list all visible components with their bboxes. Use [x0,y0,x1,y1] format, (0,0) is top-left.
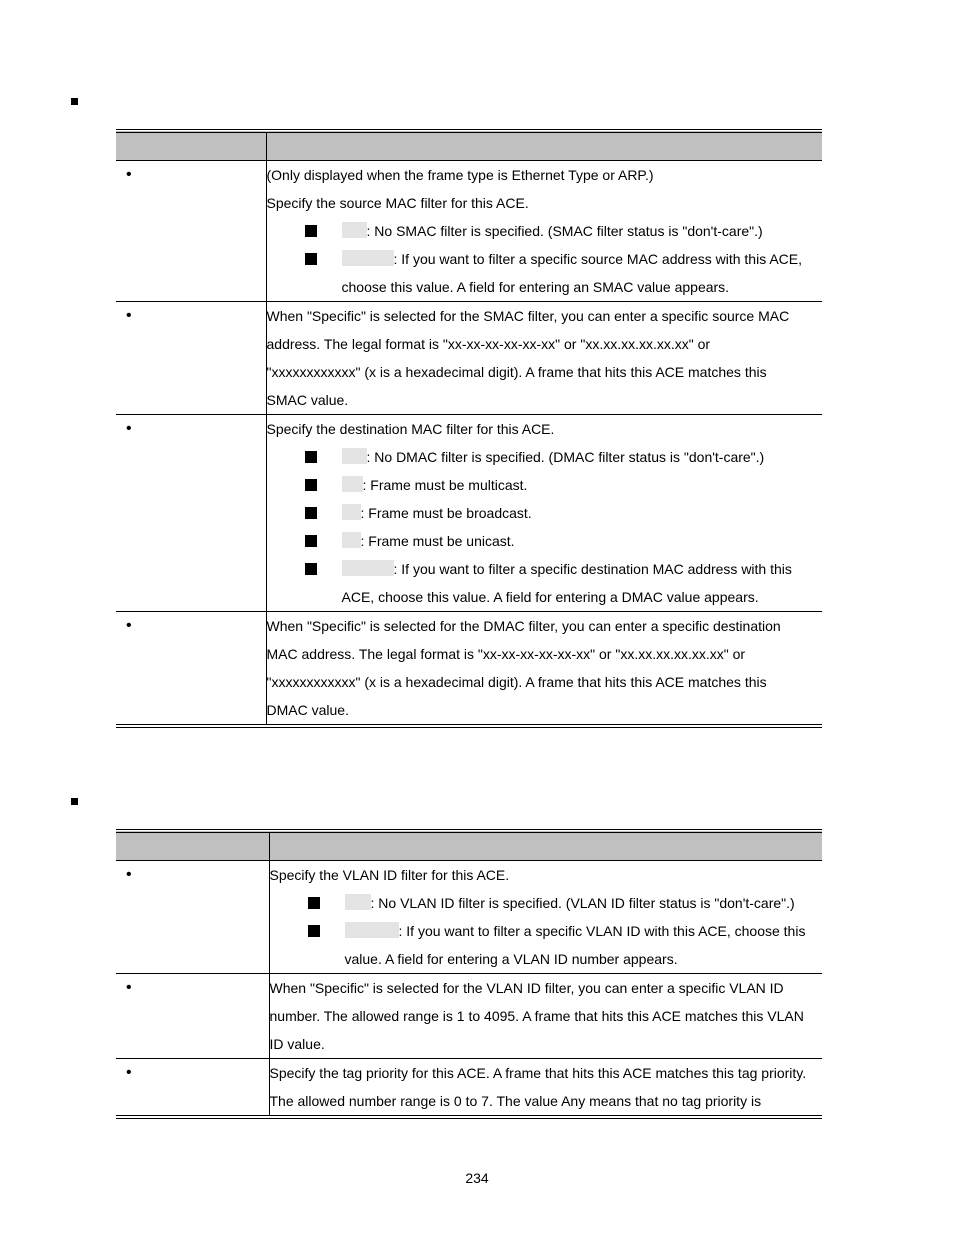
table-row [116,861,822,974]
option-continuation: ACE, choose this value. A field for entering a DMAC value appears. [341,589,759,605]
option-value-placeholder [345,894,371,910]
square-bullet-icon [305,479,317,491]
header-description-cell [269,831,822,861]
square-bullet-icon [308,925,320,937]
option-continuation: choose this value. A field for entering an SMAC value appears. [341,279,730,295]
option-value-placeholder [342,504,361,520]
bullet-dot: • [126,420,132,437]
table-row [116,161,822,302]
option-item [270,889,823,917]
desc-line: Specify the source MAC filter for this ACE. [266,195,529,211]
desc-line: ID value. [269,1036,325,1052]
square-bullet-icon [305,451,317,463]
square-bullet-icon [308,897,320,909]
option-item [267,443,823,471]
header-object-cell [116,131,266,161]
option-text: : If you want to filter a specific source MAC address with this ACE, [393,251,802,267]
table-header [116,831,822,861]
option-item [267,245,823,301]
header-object-cell [116,831,269,861]
desc-line: number. The allowed range is 1 to 4095. A frame that hits this ACE matches this VLAN [269,1008,804,1024]
option-item [267,555,823,611]
option-text: : Frame must be multicast. [362,477,528,493]
bullet-dot: • [126,1064,132,1081]
option-item [267,217,823,245]
square-bullet-icon [305,507,317,519]
option-value-placeholder [345,922,399,938]
desc-line: "xxxxxxxxxxxx" (x is a hexadecimal digit). A frame that hits this ACE matches this [266,364,767,380]
square-bullet-icon [305,563,317,575]
option-text: : If you want to filter a specific VLAN ID with this ACE, choose this [398,923,806,939]
option-value-placeholder [342,222,367,238]
section-bullet [71,98,78,105]
vlan-filter-table [116,829,822,1119]
desc-line: "xxxxxxxxxxxx" (x is a hexadecimal digit). A frame that hits this ACE matches this [266,674,767,690]
option-text: : No SMAC filter is specified. (SMAC filter status is "don't-care".) [366,223,763,239]
bullet-dot: • [126,307,132,324]
table-row [116,415,822,612]
desc-line: Specify the VLAN ID filter for this ACE. [269,867,510,883]
option-text: : Frame must be broadcast. [360,505,532,521]
square-bullet-icon [305,253,317,265]
bullet-dot: • [126,166,132,183]
page-number: 234 [465,1170,489,1186]
desc-line: DMAC value. [266,702,349,718]
section-bullet [71,798,78,805]
option-text: : If you want to filter a specific destination MAC address with this [393,561,792,577]
table-row [116,302,822,415]
option-item [267,527,823,555]
desc-line: Specify the tag priority for this ACE. A frame that hits this ACE matches this tag priority. [269,1065,807,1081]
option-item [267,471,823,499]
mac-filter-table [116,129,822,728]
option-text: : No VLAN ID filter is specified. (VLAN ID filter status is "don't-care".) [370,895,795,911]
option-continuation: value. A field for entering a VLAN ID number appears. [344,951,678,967]
table-row [116,1059,822,1118]
table-row [116,612,822,727]
desc-line: When "Specific" is selected for the DMAC filter, you can enter a specific destination [266,618,781,634]
desc-line: (Only displayed when the frame type is Ethernet Type or ARP.) [266,167,654,183]
option-value-placeholder [342,476,363,492]
desc-line: When "Specific" is selected for the VLAN ID filter, you can enter a specific VLAN ID [269,980,784,996]
table-row [116,974,822,1059]
desc-line: MAC address. The legal format is "xx-xx-xx-xx-xx-xx" or "xx.xx.xx.xx.xx.xx" or [266,646,746,662]
desc-line: Specify the destination MAC filter for this ACE. [266,421,555,437]
desc-line: SMAC value. [266,392,349,408]
square-bullet-icon [305,225,317,237]
square-bullet-icon [305,535,317,547]
option-value-placeholder [342,560,394,576]
bullet-dot: • [126,617,132,634]
desc-line: address. The legal format is "xx-xx-xx-xx-xx-xx" or "xx.xx.xx.xx.xx.xx" or [266,336,711,352]
bullet-dot: • [126,866,132,883]
option-value-placeholder [342,532,361,548]
option-value-placeholder [342,250,394,266]
option-text: : Frame must be unicast. [360,533,515,549]
option-text: : No DMAC filter is specified. (DMAC filter status is "don't-care".) [366,449,765,465]
bullet-dot: • [126,979,132,996]
option-item [267,499,823,527]
option-value-placeholder [342,448,367,464]
desc-line: When "Specific" is selected for the SMAC filter, you can enter a specific source MAC [266,308,790,324]
table-header [116,131,822,161]
desc-line: The allowed number range is 0 to 7. The value Any means that no tag priority is [269,1093,762,1109]
option-item [270,917,823,973]
header-description-cell [266,131,822,161]
